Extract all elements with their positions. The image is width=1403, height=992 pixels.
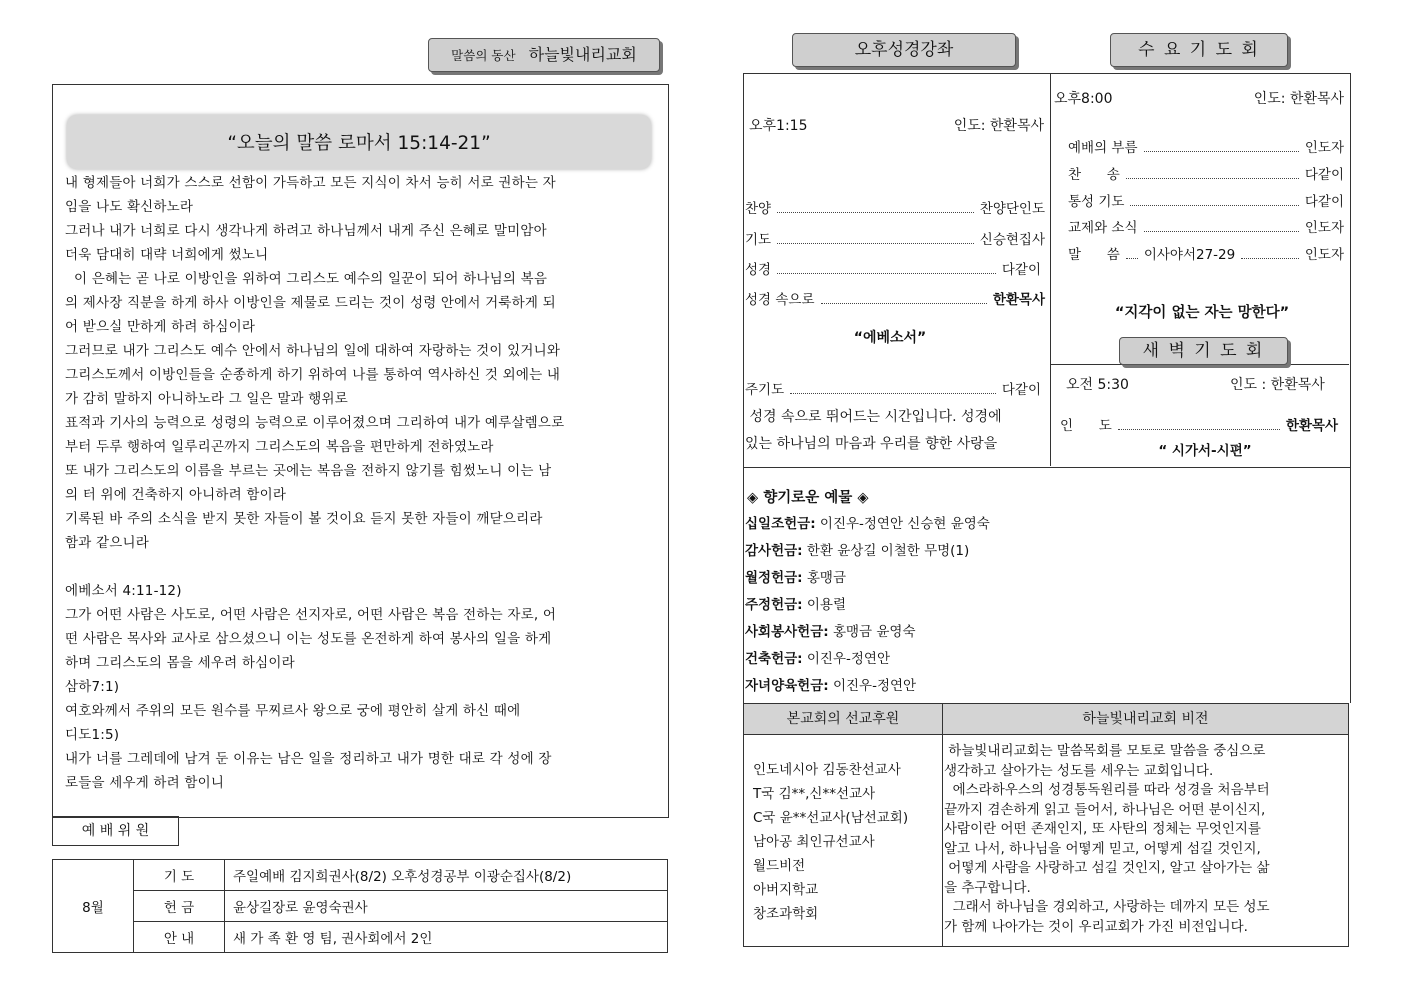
committee-value: 주일예배 김지희권사(8/2) 오후성경공부 이광순집사(8/2): [225, 860, 668, 891]
scripture-line: 내 형제들아 너희가 스스로 선함이 가득하고 모든 지식이 차서 능히 서로 권하는 자: [65, 175, 556, 191]
church-motto: 말씀의 동산: [451, 48, 516, 63]
scripture-line: 부터 두루 행하여 일루리곤까지 그리스도의 복음을 편만하게 전하였노라: [65, 439, 494, 455]
scripture-line: 디도1:5): [65, 727, 120, 743]
wednesday-item: 통성 기도 다같이: [1068, 194, 1344, 210]
afternoon-book: “에베소서”: [853, 330, 927, 346]
offering-row: 건축헌금: 이진우-정연안: [745, 651, 890, 667]
dawn-item: 인 도 한환목사: [1060, 418, 1338, 434]
afternoon-item: 기도 신승현집사: [745, 232, 1045, 248]
mission-item: 창조과학회: [753, 906, 819, 922]
sermon-title: “오늘의 말씀 로마서 15:14-21”: [227, 133, 491, 154]
table-column-divider: [942, 704, 943, 946]
vision-line: 끝까지 겸손하게 읽고 들어서, 하나님은 어떤 분이신지,: [944, 801, 1266, 818]
scripture-line: 떤 사람은 목사와 교사로 삼으셨으니 이는 성도를 온전하게 하여 봉사의 일을 하게: [65, 631, 552, 647]
committee-value: 새 가 족 환 영 팀, 권사회에서 2인: [225, 922, 668, 953]
scripture-line: 표적과 기사의 능력으로 성령의 능력으로 이루어졌으며 그리하여 내가 예루살렘으로: [65, 415, 565, 431]
mission-item: T국 김**,신**선교사: [753, 786, 876, 802]
scripture-line: 또 내가 그리스도의 이름을 부르는 곳에는 복음을 전하지 않기를 힘썼노니 이는 남: [65, 463, 552, 479]
mission-item: C국 윤**선교사(남선교회): [753, 810, 909, 826]
wednesday-item: 찬 송 다같이: [1068, 167, 1344, 183]
mission-list: [753, 758, 941, 926]
scripture-line: 그가 어떤 사람은 사도로, 어떤 사람은 선지자로, 어떤 사람은 복음 전하는 자로, 어: [65, 607, 557, 623]
scripture-line: 이 은혜는 곧 나로 이방인을 위하여 그리스도 예수의 일꾼이 되어 하나님의 복음: [65, 271, 548, 287]
scripture-text: [65, 171, 665, 795]
afternoon-class: [745, 73, 1048, 465]
committee-table: [52, 859, 668, 953]
offering-row: 월정헌금: 홍맹금: [745, 570, 846, 586]
offering-row: 자녀양육헌금: 이진우-정연안: [745, 678, 917, 694]
closing-prayer: 주기도 다같이: [745, 382, 1041, 398]
afternoon-note-line: 성경 속으로 뛰어드는 시간입니다. 성경에: [745, 409, 1002, 425]
offering-row: 사회봉사헌금: 홍맹금 윤영숙: [745, 624, 916, 640]
wednesday-time: 오후8:00: [1054, 91, 1113, 107]
afternoon-class-tag: 오후성경강좌: [792, 33, 1016, 67]
mission-header: 본교회의 선교후원: [786, 711, 900, 727]
scripture-line: 더욱 담대히 대략 너희에게 썼노니: [65, 247, 269, 263]
vision-line: 알고 나서, 하나님을 어떻게 믿고, 어떻게 섬길 것인지,: [944, 840, 1261, 857]
scripture-line: 로들을 세우게 하려 함이니: [65, 775, 225, 791]
dawn-book: “ 시가서-시편”: [1158, 443, 1252, 459]
scripture-line: [65, 555, 665, 579]
committee-value: 윤상길장로 윤영숙권사: [225, 891, 668, 922]
committee-label: 예 배 위 원: [52, 816, 179, 846]
scripture-line: 의 터 위에 건축하지 아니하려 함이라: [65, 487, 287, 503]
mission-item: 월드비전: [753, 858, 806, 874]
scripture-line: 가 감히 말하지 아니하노라 그 일은 말과 행위로: [65, 391, 349, 407]
scripture-line: 그러므로 내가 그리스도 예수 안에서 하나님의 일에 대하여 자랑하는 것이 있거니와: [65, 343, 561, 359]
scripture-line: 함과 같으니라: [65, 535, 149, 551]
vision-line: 하늘빛내리교회는 말씀목회를 모토로 말씀을 중심으로: [944, 743, 1266, 759]
church-name: 하늘빛내리교회: [528, 45, 637, 64]
vision-line: 을 추구합니다.: [944, 879, 1031, 896]
dawn-time: 오전 5:30: [1066, 377, 1129, 393]
afternoon-item: 성경 다같이: [745, 262, 1041, 278]
scripture-line: 내가 너를 그레데에 남겨 둔 이유는 남은 일을 정리하고 내가 명한 대로 각 성에 장: [65, 751, 552, 767]
vision-text: [944, 742, 1346, 937]
wednesday-item: 말 씀 이사야서27-29 인도자: [1068, 247, 1344, 263]
offering-row: 십일조헌금: 이진우-정연안 신승현 윤영숙: [745, 516, 990, 532]
afternoon-leader: 인도: 한환목사: [953, 118, 1044, 134]
offering-row: 감사헌금: 한환 윤상길 이철한 무명(1): [745, 543, 970, 559]
scripture-line: 에베소서 4:11-12): [65, 583, 182, 599]
scripture-line: 삼하7:1): [65, 679, 120, 695]
column-divider: [1050, 73, 1051, 466]
mission-vision-table: [743, 703, 1349, 947]
scripture-line: 그리스도께서 이방인들을 순종하게 하기 위하여 나를 통하여 역사하신 것 외에는 내: [65, 367, 561, 383]
offerings-list: [745, 511, 1345, 700]
scripture-line: 그러나 내가 너희로 다시 생각나게 하려고 하나님께서 내게 주신 은혜로 말미암아: [65, 223, 547, 239]
scripture-line: 어 받으실 만하게 하려 하심이라: [65, 319, 256, 335]
wednesday-item: 예배의 부름 인도자: [1068, 140, 1344, 156]
vision-line: 어떻게 사람을 사랑하고 섬길 것인지, 알고 살아가는 삶: [944, 860, 1270, 876]
scripture-line: 여호와께서 주위의 모든 원수를 무찌르사 왕으로 궁에 평안히 살게 하신 때에: [65, 703, 521, 719]
mission-item: 인도네시아 김동찬선교사: [753, 762, 901, 778]
offerings-heading: ◈ 향기로운 예물 ◈: [747, 490, 869, 506]
committee-role: 안 내: [134, 922, 225, 953]
afternoon-time: 오후1:15: [749, 118, 808, 134]
wednesday-leader: 인도: 한환목사: [1253, 91, 1344, 107]
committee-month: 8월: [53, 860, 134, 953]
afternoon-item: 찬양 찬양단인도: [745, 201, 1045, 217]
vision-line: 생각하고 살아가는 성도를 세우는 교회입니다.: [944, 762, 1214, 779]
committee-role: 기 도: [134, 860, 225, 891]
offering-row: 주정헌금: 이용렬: [745, 597, 846, 613]
vision-line: 그래서 하나님을 경외하고, 사랑하는 데까지 모든 성도: [944, 899, 1270, 915]
mission-item: 남아공 최인규선교사: [753, 834, 875, 850]
committee-role: 헌 금: [134, 891, 225, 922]
wednesday-item: 교제와 소식 인도자: [1068, 220, 1344, 236]
wednesday-prayer: [1052, 73, 1348, 335]
afternoon-item: 성경 속으로 한환목사: [745, 292, 1045, 308]
sermon-title-bar: [67, 115, 651, 169]
scripture-line: 임을 나도 확신하노라: [65, 199, 194, 215]
vision-header: 하늘빛내리교회 비전: [1082, 711, 1209, 727]
sermon-panel: [52, 84, 669, 818]
scripture-line: 의 제사장 직분을 하게 하사 이방인을 제물로 드리는 것이 성령 안에서 거룩하게 되: [65, 295, 556, 311]
vision-line: 사람이란 어떤 존재인지, 또 사탄의 정체는 무엇인지를: [944, 821, 1261, 837]
scripture-line: 하며 그리스도의 몸을 세우려 하심이라: [65, 655, 295, 671]
vision-line: 에스라하우스의 성경통독원리를 따라 성경을 처음부터: [944, 782, 1270, 798]
scripture-line: 기록된 바 주의 소식을 받지 못한 자들이 볼 것이요 듣지 못한 자들이 깨닫으리라: [65, 511, 543, 527]
afternoon-note-line: 있는 하나님의 마음과 우리를 향한 사랑을: [745, 436, 998, 452]
mission-item: 아버지학교: [753, 882, 819, 898]
church-name-tag: [428, 38, 660, 72]
wednesday-prayer-tag: 수 요 기 도 회: [1110, 33, 1288, 67]
dawn-prayer-tag: 새 벽 기 도 회: [1119, 337, 1288, 365]
wednesday-sermon-title: “지각이 없는 자는 망한다”: [1114, 305, 1290, 321]
dawn-leader: 인도 : 한환목사: [1230, 377, 1325, 393]
vision-line: 가 함께 나아가는 것이 우리교회가 가진 비전입니다.: [944, 918, 1248, 935]
